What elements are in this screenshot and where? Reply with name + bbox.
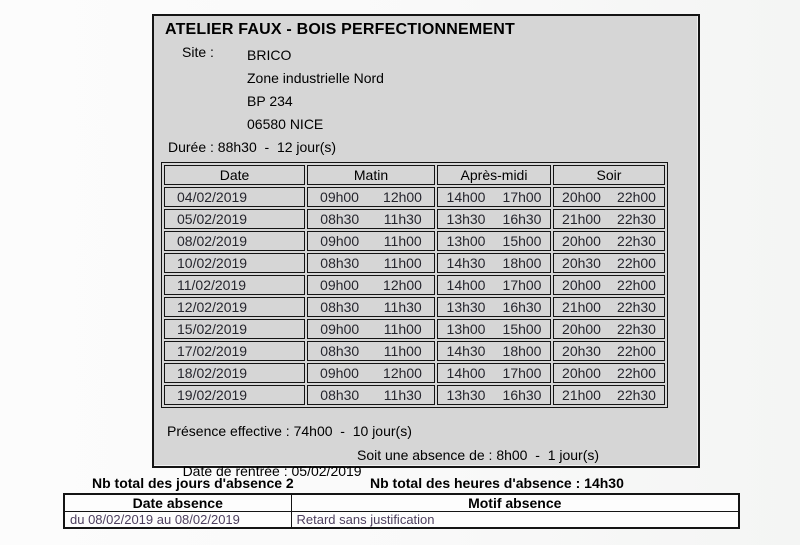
time-start: 08h30 bbox=[320, 387, 360, 403]
soir-cell bbox=[553, 385, 665, 405]
soir-cell bbox=[553, 209, 665, 229]
time-start: 14h00 bbox=[446, 277, 486, 293]
time-start: 13h30 bbox=[446, 299, 486, 315]
time-end: 15h00 bbox=[502, 321, 542, 337]
site-address-line-3: 06580 NICE bbox=[247, 116, 324, 132]
soir-cell bbox=[553, 363, 665, 383]
time-end: 18h00 bbox=[502, 255, 542, 271]
absence-days-total: Nb total des jours d'absence 2 bbox=[92, 475, 294, 491]
time-start: 09h00 bbox=[320, 365, 359, 381]
presence-line: Présence effective : 74h00 - 10 jour(s) bbox=[167, 423, 412, 439]
soir-cell bbox=[553, 341, 665, 361]
apres-midi-cell bbox=[437, 385, 551, 405]
time-end: 22h30 bbox=[617, 233, 656, 249]
return-date-row bbox=[167, 447, 687, 479]
time-start: 08h30 bbox=[320, 343, 360, 359]
site-address-line-2: BP 234 bbox=[247, 93, 293, 109]
date-cell: 08/02/2019 bbox=[164, 231, 305, 251]
date-cell: 05/02/2019 bbox=[164, 209, 305, 229]
time-end: 22h30 bbox=[617, 299, 656, 315]
time-start: 09h00 bbox=[320, 277, 359, 293]
table-row bbox=[164, 363, 665, 383]
apres-midi-cell bbox=[437, 297, 551, 317]
time-start: 13h30 bbox=[446, 211, 486, 227]
time-start: 09h00 bbox=[320, 321, 360, 337]
site-address-line-1: Zone industrielle Nord bbox=[247, 70, 384, 86]
time-end: 11h00 bbox=[383, 321, 422, 337]
time-start: 20h30 bbox=[562, 255, 601, 271]
time-start: 09h00 bbox=[320, 233, 360, 249]
absence-row bbox=[64, 512, 739, 529]
table-row bbox=[164, 275, 665, 295]
duration-line: Durée : 88h30 - 12 jour(s) bbox=[168, 139, 337, 155]
absence-motif-cell: Retard sans justification bbox=[291, 512, 739, 529]
time-end: 11h00 bbox=[383, 343, 422, 359]
absence-column-header-date: Date absence bbox=[64, 494, 291, 512]
time-end: 12h00 bbox=[383, 189, 422, 205]
time-start: 20h00 bbox=[562, 277, 601, 293]
time-end: 12h00 bbox=[383, 277, 422, 293]
soir-cell bbox=[553, 275, 665, 295]
table-row bbox=[164, 209, 665, 229]
time-end: 17h00 bbox=[502, 365, 542, 381]
time-start: 20h30 bbox=[562, 343, 601, 359]
time-end: 17h00 bbox=[502, 189, 542, 205]
time-end: 11h30 bbox=[383, 387, 422, 403]
time-start: 13h30 bbox=[446, 387, 486, 403]
matin-cell bbox=[307, 319, 435, 339]
soir-cell bbox=[553, 319, 665, 339]
time-end: 11h30 bbox=[383, 299, 422, 315]
apres-midi-cell bbox=[437, 253, 551, 273]
date-cell: 19/02/2019 bbox=[164, 385, 305, 405]
time-end: 18h00 bbox=[502, 343, 542, 359]
matin-cell bbox=[307, 363, 435, 383]
time-end: 12h00 bbox=[383, 365, 422, 381]
date-cell: 18/02/2019 bbox=[164, 363, 305, 383]
time-start: 14h30 bbox=[446, 255, 486, 271]
time-end: 22h00 bbox=[617, 255, 656, 271]
date-cell: 10/02/2019 bbox=[164, 253, 305, 273]
time-start: 08h30 bbox=[320, 299, 360, 315]
matin-cell bbox=[307, 209, 435, 229]
time-end: 16h30 bbox=[502, 387, 542, 403]
date-cell: 12/02/2019 bbox=[164, 297, 305, 317]
matin-cell bbox=[307, 385, 435, 405]
time-start: 20h00 bbox=[562, 233, 601, 249]
table-row bbox=[164, 385, 665, 405]
schedule-table bbox=[161, 162, 668, 408]
apres-midi-cell bbox=[437, 319, 551, 339]
time-start: 21h00 bbox=[562, 211, 601, 227]
date-cell: 11/02/2019 bbox=[164, 275, 305, 295]
time-end: 11h00 bbox=[383, 233, 422, 249]
schedule-header-row bbox=[164, 165, 665, 185]
time-end: 22h00 bbox=[617, 365, 656, 381]
time-start: 13h00 bbox=[446, 321, 486, 337]
apres-midi-cell bbox=[437, 231, 551, 251]
table-row bbox=[164, 231, 665, 251]
site-name: BRICO bbox=[247, 47, 292, 63]
time-end: 22h00 bbox=[617, 189, 656, 205]
report-card bbox=[152, 14, 700, 479]
site-address-block bbox=[247, 44, 384, 136]
time-end: 22h30 bbox=[617, 211, 656, 227]
time-start: 14h30 bbox=[446, 343, 486, 359]
column-header-soir: Soir bbox=[553, 165, 665, 185]
apres-midi-cell bbox=[437, 275, 551, 295]
time-end: 16h30 bbox=[502, 211, 542, 227]
soir-cell bbox=[553, 187, 665, 207]
date-cell: 15/02/2019 bbox=[164, 319, 305, 339]
time-end: 17h00 bbox=[502, 277, 542, 293]
absence-date-cell: du 08/02/2019 au 08/02/2019 bbox=[64, 512, 291, 529]
time-start: 21h00 bbox=[562, 387, 601, 403]
apres-midi-cell bbox=[437, 341, 551, 361]
report-title: ATELIER FAUX - BOIS PERFECTIONNEMENT bbox=[165, 21, 516, 38]
absence-column-header-motif: Motif absence bbox=[291, 494, 739, 512]
soir-cell bbox=[553, 253, 665, 273]
absence-header-row bbox=[64, 494, 739, 512]
apres-midi-cell bbox=[437, 363, 551, 383]
absence-hours-total: Nb total des heures d'absence : 14h30 bbox=[370, 475, 624, 491]
time-start: 20h00 bbox=[562, 189, 601, 205]
time-end: 15h00 bbox=[502, 233, 542, 249]
date-cell: 17/02/2019 bbox=[164, 341, 305, 361]
time-end: 11h00 bbox=[383, 255, 422, 271]
time-end: 22h30 bbox=[617, 387, 656, 403]
time-end: 11h30 bbox=[383, 211, 422, 227]
soir-cell bbox=[553, 231, 665, 251]
column-header-apres-midi: Après-midi bbox=[437, 165, 551, 185]
apres-midi-cell bbox=[437, 209, 551, 229]
matin-cell bbox=[307, 231, 435, 251]
soir-cell bbox=[553, 297, 665, 317]
column-header-date: Date bbox=[164, 165, 305, 185]
table-row bbox=[164, 319, 665, 339]
matin-cell bbox=[307, 297, 435, 317]
date-cell: 04/02/2019 bbox=[164, 187, 305, 207]
matin-cell bbox=[307, 341, 435, 361]
matin-cell bbox=[307, 275, 435, 295]
time-end: 22h30 bbox=[617, 321, 656, 337]
time-start: 20h00 bbox=[562, 321, 601, 337]
time-start: 13h00 bbox=[446, 233, 486, 249]
time-start: 08h30 bbox=[320, 255, 360, 271]
site-label: Site : bbox=[182, 44, 214, 60]
time-start: 20h00 bbox=[562, 365, 601, 381]
time-start: 14h00 bbox=[446, 189, 486, 205]
matin-cell bbox=[307, 187, 435, 207]
absence-table bbox=[63, 493, 740, 529]
absence-summary-line: Soit une absence de : 8h00 - 1 jour(s) bbox=[357, 447, 600, 463]
table-row bbox=[164, 297, 665, 317]
table-row bbox=[164, 341, 665, 361]
time-start: 09h00 bbox=[320, 189, 359, 205]
return-date-line: Date de rentrée : 05/02/2019 bbox=[182, 463, 362, 479]
time-end: 22h00 bbox=[617, 343, 656, 359]
time-end: 22h00 bbox=[617, 277, 656, 293]
table-row bbox=[164, 187, 665, 207]
table-row bbox=[164, 253, 665, 273]
time-start: 14h00 bbox=[446, 365, 486, 381]
time-end: 16h30 bbox=[502, 299, 542, 315]
column-header-matin: Matin bbox=[307, 165, 435, 185]
matin-cell bbox=[307, 253, 435, 273]
time-start: 08h30 bbox=[320, 211, 360, 227]
apres-midi-cell bbox=[437, 187, 551, 207]
time-start: 21h00 bbox=[562, 299, 601, 315]
